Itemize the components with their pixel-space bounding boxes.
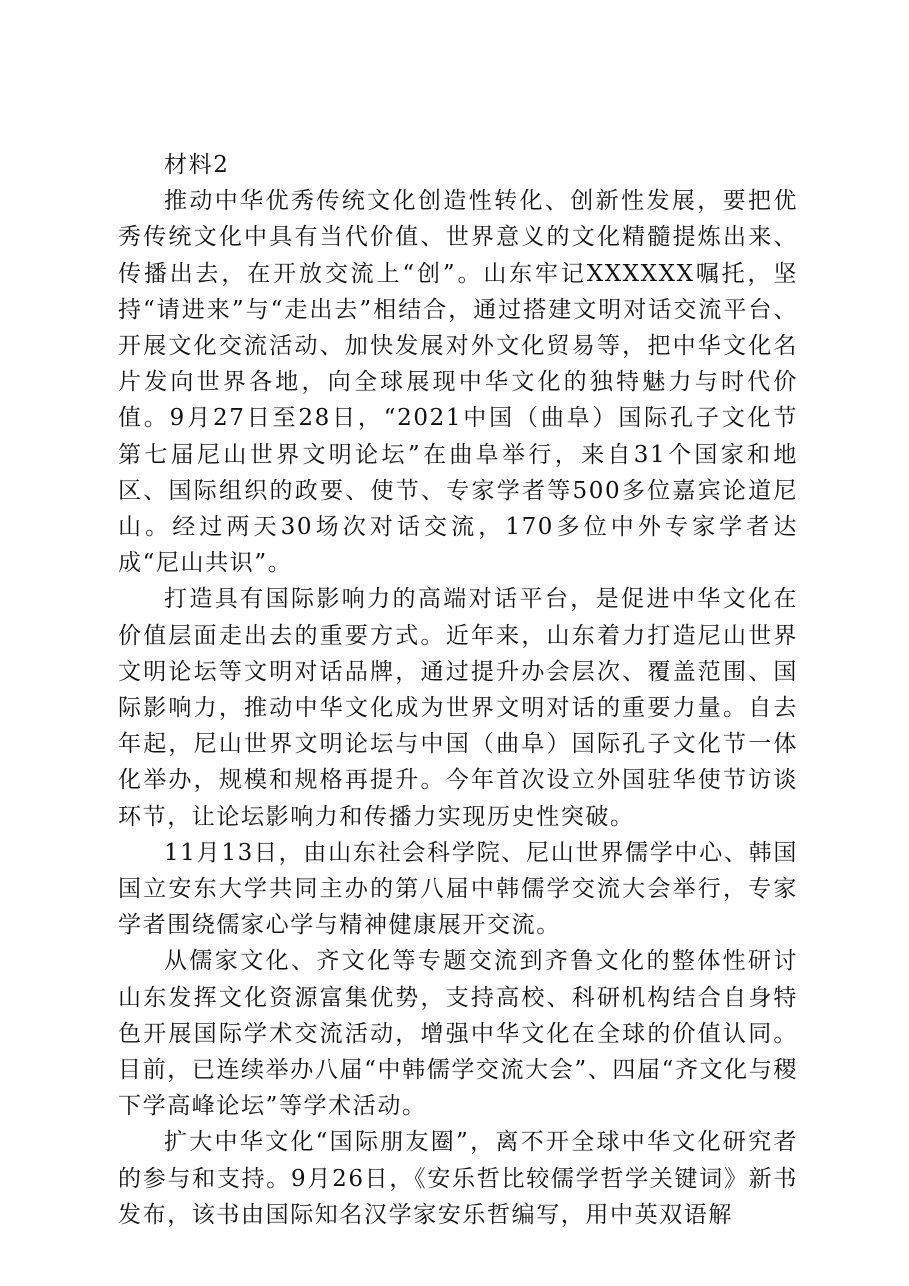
paragraph: 打造具有国际影响力的高端对话平台，是促进中华文化在价值层面走出去的重要方式。近年来，山东着力打造尼山世界文明论坛等文明对话品牌，通过提升办会层次、覆盖范围、国际影响力，推动中华文化成为世界文明对话的重要力量。自去年起，尼山世界文明论坛与中国（曲阜）国际孔子文化节一体化举办，规模和规格再提升。今年首次设立外国驻华使节访谈环节，让论坛影响力和传播力实现历史性突破。: [118, 586, 798, 830]
paragraph: 11月13日，由山东社会科学院、尼山世界儒学中心、韩国国立安东大学共同主办的第八届中韩儒学交流大会举行，专家学者围绕儒家心学与精神健康展开交流。: [118, 839, 798, 939]
material-heading: 材料2: [164, 152, 230, 178]
paragraph: 从儒家文化、齐文化等专题交流到齐鲁文化的整体性研讨山东发挥文化资源富集优势，支持高校、科研机构结合自身特色开展国际学术交流活动，增强中华文化在全球的价值认同。目前，已连续举办八届“中韩儒学交流大会”、四届“齐文化与稷下学高峰论坛”等学术活动。: [118, 948, 798, 1120]
document-body: [118, 147, 798, 1233]
paragraph: 扩大中华文化“国际朋友圈”，离不开全球中华文化研究者的参与和支持。9月26日，《安乐哲比较儒学哲学关键词》新书发布，该书由国际知名汉学家安乐哲编写，用中英双语解: [118, 1129, 798, 1228]
paragraph: 推动中华优秀传统文化创造性转化、创新性发展，要把优秀传统文化中具有当代价值、世界意义的文化精髓提炼出来、传播出去，在开放交流上“创”。山东牢记XXXXXX嘱托，坚持“请进来”与“走出去”相结合，通过搭建文明对话交流平台、开展文化交流活动、加快发展对外文化贸易等，把中华文化名片发向世界各地，向全球展现中华文化的独特魅力与时代价值。9月27日至28日，“2021中国（曲阜）国际孔子文化节 第七届尼山世界文明论坛”在曲阜举行，来自31个国家和地区、国际组织的政要、使节、专家学者等500多位嘉宾论道尼山。经过两天30场次对话交流，170多位中外专家学者达成“尼山共识”。: [118, 188, 798, 577]
